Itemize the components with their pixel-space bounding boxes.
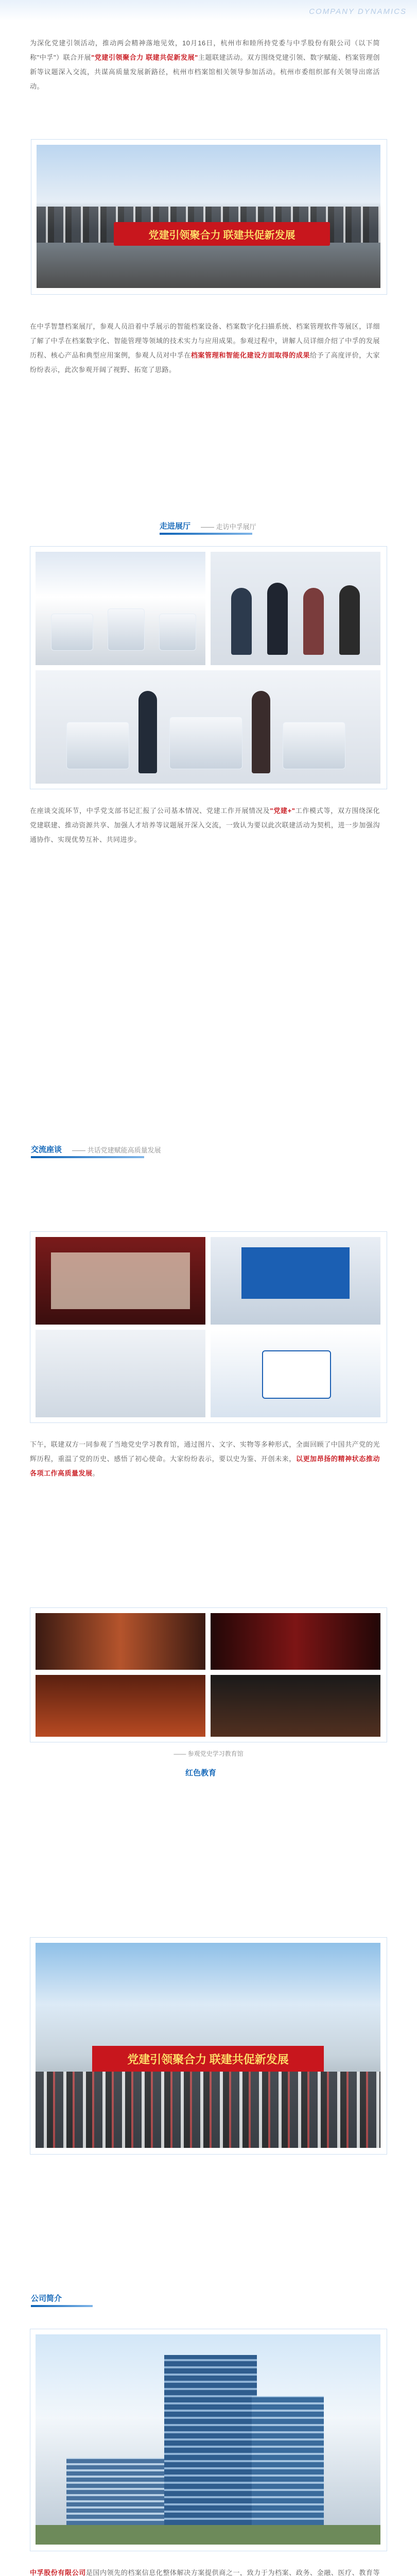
section-talk-title: 交流座谈	[31, 1145, 62, 1154]
visit-photo-1	[36, 552, 205, 665]
section-visit-sub: —— 走访中孚展厅	[201, 523, 256, 531]
history-photos-frame	[30, 1607, 387, 1742]
intro-photo	[37, 145, 380, 288]
section-talk-sub: —— 共话党建赋能高质量发展	[72, 1146, 161, 1154]
talk-photo-2	[211, 1237, 380, 1325]
intro-paragraph-2: 在中孚智慧档案展厅，参观人员沿着中孚展示的智能档案设备、档案数字化扫描系统、档案管理软件等展区，详细了解了中孚在档案数字化、智能管理等领域的技术实力与应用成果。参观过程中，讲解人员详细介绍了中孚的发展历程、核心产品和典型应用案例，参观人员对中孚在档案管理和智能化建设方面取得的成果给予了高度评价，大家纷纷表示，此次参观开阔了视野、拓宽了思路。	[30, 323, 380, 374]
group-banner: 党建引领聚合力 联建共促新发展	[92, 2046, 324, 2072]
history-caption: —— 参观党史学习教育馆	[173, 1750, 244, 1757]
visit-photos-frame	[30, 546, 387, 789]
header-eyebrow: COMPANY DYNAMICS	[309, 7, 407, 16]
visit-photo-2	[211, 552, 380, 665]
talk-photo-3	[36, 1330, 205, 1417]
history-photo-1	[36, 1613, 205, 1670]
history-photo-2	[211, 1613, 380, 1670]
history-photo-3	[36, 1675, 205, 1737]
section-visit-paragraph: 在座谈交流环节，中孚党支部书记汇报了公司基本情况、党建工作开展情况及"党建+"工作模式等，双方围绕深化党建联建、推动资源共享、加强人才培养等议题展开深入交流，一致认为要以此次联建活动为契机，进一步加强沟通协作、实现优势互补、共同进步。	[30, 807, 380, 843]
talk-photo-4	[211, 1330, 380, 1417]
company-paragraph-1: 中孚股份有限公司是国内领先的档案信息化整体解决方案提供商之一，致力于为档案、政务、金融、医疗、教育等	[30, 2569, 380, 2576]
talk-photos-frame	[30, 1231, 387, 1423]
intro-banner: 党建引领聚合力 联建共促新发展	[114, 222, 330, 246]
section-visit-bar	[160, 533, 252, 535]
section-talk-paragraph: 下午，联建双方一同参观了当地党史学习教育馆，通过图片、文字、实物等多种形式，全面回顾了中国共产党的光辉历程，重温了党的历史、感悟了初心使命。大家纷纷表示，要以史为鉴、开创未来，以更加昂扬的精神状态推动各项工作高质量发展。	[30, 1440, 380, 1477]
company-title: 公司简介	[31, 2294, 62, 2303]
history-photo-4	[211, 1675, 380, 1737]
section-visit-title: 走进展厅	[160, 522, 191, 531]
company-photo-frame	[30, 2329, 387, 2551]
group-photo	[36, 1943, 380, 2148]
group-photo-frame	[30, 1937, 387, 2155]
company-bar	[31, 2305, 93, 2307]
company-building-photo	[36, 2334, 380, 2545]
visit-photo-3	[36, 670, 380, 784]
intro-paragraph: 为深化党建引领活动，推动两会精神落地见效，10月16日，杭州市和睦所持党委与中孚股份有限公司（以下简称"中孚"）联合开展"党建引领聚合力 联建共促新发展"主题联建活动。双方围绕党建引领、数字赋能、档案管理创新等议题深入交流，共谋高质量发展新路径，杭州市档案馆相关领导参加活动。杭州市委组织部有关领导出席活动。	[30, 39, 380, 90]
section-history-title: 红色教育	[185, 1769, 217, 1777]
talk-screen-label	[241, 1247, 350, 1299]
talk-photo-1	[36, 1237, 205, 1325]
section-talk-bar	[31, 1156, 144, 1158]
intro-photo-frame	[31, 139, 387, 295]
